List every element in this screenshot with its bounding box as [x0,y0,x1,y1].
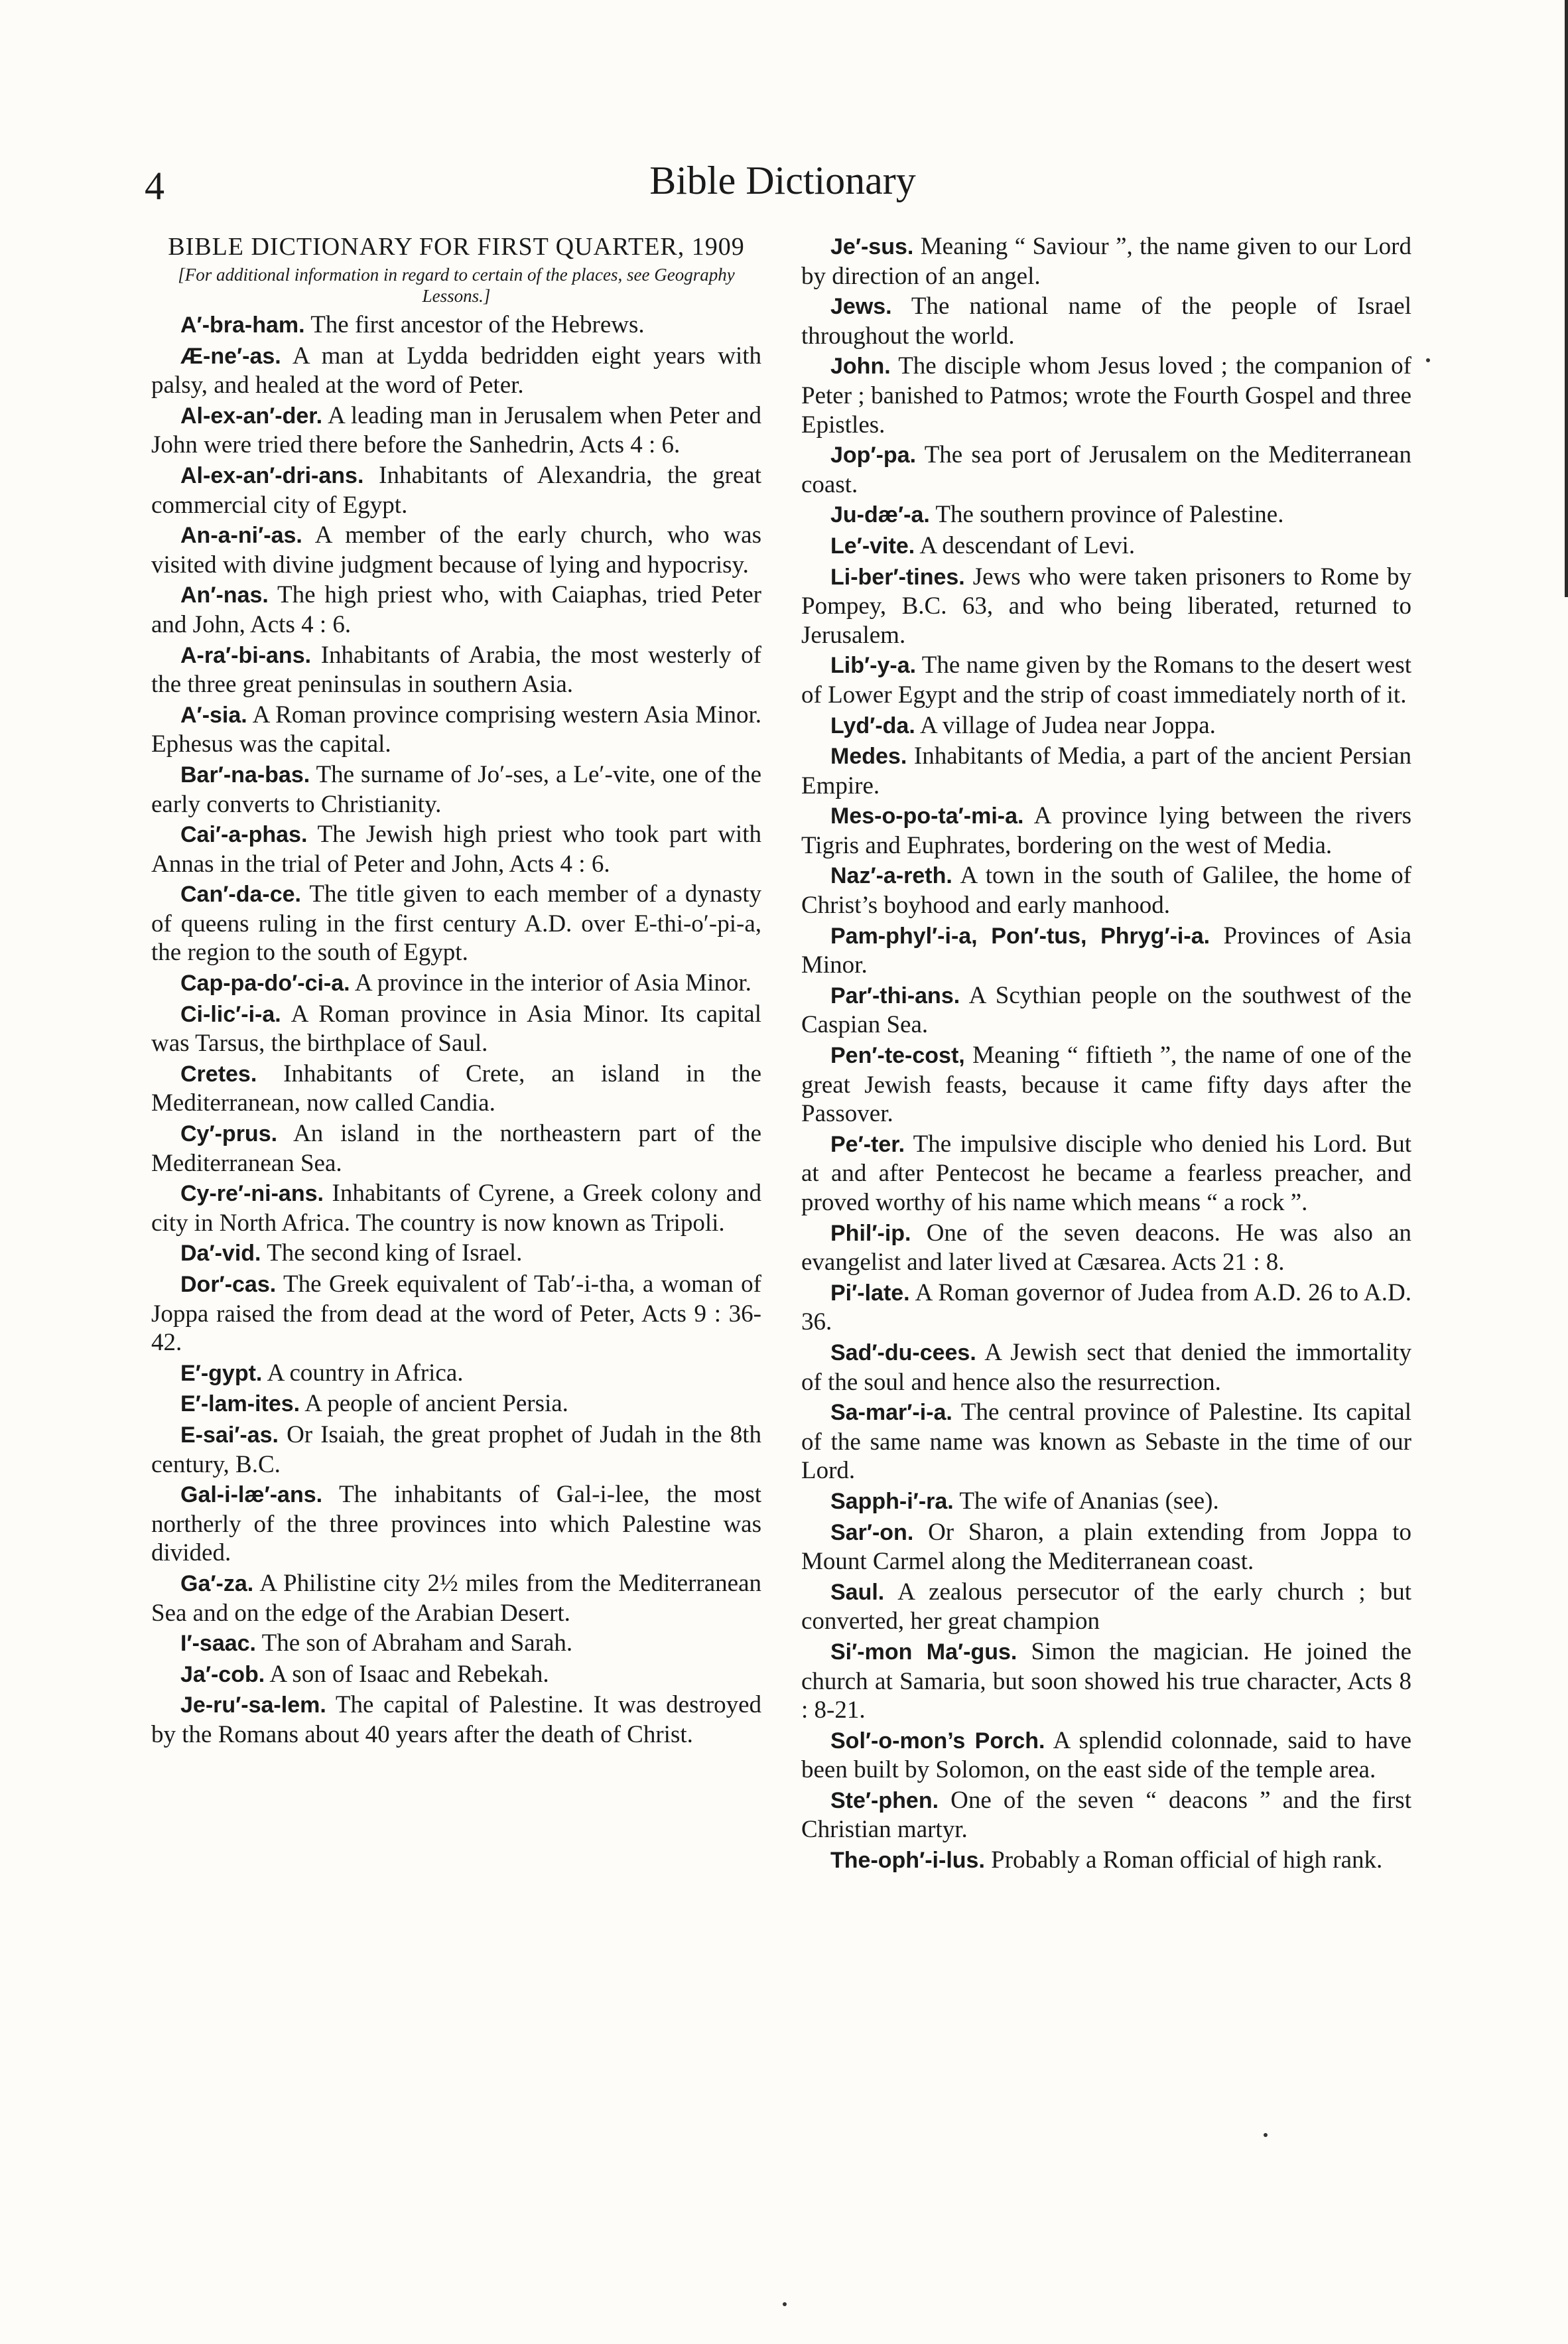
entry-definition: The central province of Palestine. Its capital of the same name was known as Sebaste in the time of our Lord. [801,1399,1411,1485]
entry-definition: A Roman governor of Judea from A.D. 26 to A.D. 36. [801,1278,1411,1336]
entry-definition: The high priest who, with Caiaphas, tried Peter and John, Acts 4 : 6. [151,581,761,638]
dictionary-entry [801,292,1411,350]
entry-definition: The Greek equivalent of Tab′-i-tha, a woman of Joppa raised the from dead at the word of Peter, Acts 9 : 36-42. [151,1271,761,1357]
dictionary-entry [151,1239,761,1269]
entry-definition: A province lying between the rivers Tigris and Euphrates, bordering on the west of Media. [801,802,1411,859]
dictionary-entry [151,1660,761,1690]
section-note: [For additional information in regard to certain of the places, see Geography Lessons.] [178,265,735,306]
entry-definition: Provinces of Asia Minor. [801,922,1411,979]
entry-definition: Simon the magician. He joined the church at Samaria, but soon showed his true character, Acts 8 : 8-21. [801,1637,1411,1724]
entry-definition: Or Sharon, a plain extending from Joppa to Mount Carmel along the Mediterranean coast. [801,1518,1411,1576]
dictionary-entry [801,352,1411,439]
dictionary-entry [801,1219,1411,1277]
entry-term: A′-bra-ham. [180,312,305,338]
entry-term: Ga′-za. [180,1570,254,1596]
entry-definition: Inhabitants of Crete, an island in the Mediterranean, now called Candia. [151,1060,761,1117]
entry-term: Jop′-pa. [830,443,917,468]
dictionary-entry [801,1398,1411,1485]
entry-term: Je′-sus. [830,234,914,259]
dictionary-entry [151,1359,761,1389]
entry-term: Medes. [830,744,907,770]
entry-definition: A son of Isaac and Rebekah. [265,1660,549,1688]
entry-definition: Inhabitants of Alexandria, the great commercial city of Egypt. [151,461,761,519]
dictionary-entry [151,1119,761,1178]
entry-definition: An island in the northeastern part of the Mediterranean Sea. [151,1120,761,1177]
dictionary-entry [151,1420,761,1479]
entry-definition: A man at Lydda bedridden eight years with palsy, and healed at the word of Peter. [151,342,761,399]
print-speck [783,2302,787,2306]
entry-term: Cretes. [180,1061,257,1087]
entry-term: Le′-vite. [830,533,915,559]
dictionary-entry [151,1000,761,1058]
entry-term: Ju-dæ′-a. [830,502,930,528]
entry-term: Cy′-prus. [180,1121,278,1147]
dictionary-entry [801,861,1411,920]
entry-term: Ci-lic′-i-a. [180,1001,281,1027]
dictionary-entry [801,1487,1411,1517]
entry-term: Æ-ne′-as. [180,343,281,369]
entry-definition: Inhabitants of Media, a part of the ancient Persian Empire. [801,742,1411,799]
entry-definition: A leading man in Jerusalem when Peter and John were tried there before the Sanhedrin, Acts 4 : 6. [151,401,761,459]
dictionary-entry [801,441,1411,499]
entry-definition: The second king of Israel. [261,1239,523,1267]
entry-definition: Inhabitants of Cyrene, a Greek colony and city in North Africa. The country is now known as Tripoli. [151,1180,761,1237]
dictionary-entry [151,701,761,759]
running-title: Bible Dictionary [649,159,916,202]
dictionary-entry [151,1690,761,1749]
entry-term: Saul. [830,1579,885,1605]
section-title: BIBLE DICTIONARY FOR FIRST QUARTER, 1909 [168,233,745,261]
dictionary-entry [801,1278,1411,1337]
entry-definition: A people of ancient Persia. [300,1390,568,1418]
dictionary-entry [151,641,761,699]
entry-term: Mes-o-po-ta′-mi-a. [830,803,1024,829]
entry-definition: A country in Africa. [262,1359,464,1387]
entry-definition: A member of the early church, who was visited with divine judgment because of lying and hypocrisy. [151,521,761,579]
dictionary-entry [801,1578,1411,1636]
entry-definition: Or Isaiah, the great prophet of Judah in the 8th century, B.C. [151,1420,761,1478]
entry-term: Ste′-phen. [830,1787,939,1813]
print-speck [1264,2133,1268,2137]
entry-term: Gal-i-læ′-ans. [180,1482,323,1508]
entry-definition: The first ancestor of the Hebrews. [304,311,645,338]
entry-term: I′-saac. [180,1631,257,1657]
entry-term: Jews. [830,294,892,320]
entry-term: Ja′-cob. [180,1661,265,1687]
entry-term: Naz′-a-reth. [830,863,952,889]
entry-term: Cai′-a-phas. [180,822,308,848]
entry-definition: The wife of Ananias (see). [953,1487,1219,1515]
entry-definition: The southern province of Palestine. [929,501,1284,529]
entry-definition: One of the seven “ deacons ” and the first Christian martyr. [801,1786,1411,1844]
dictionary-entry [801,1846,1411,1876]
dictionary-entry [801,742,1411,800]
entry-definition: The capital of Palestine. It was destroyed by the Romans about 40 years after the death of Christ. [151,1691,761,1748]
dictionary-entry [151,969,761,999]
entry-definition: Jews who were taken prisoners to Rome by Pompey, B.C. 63, and who being liberated, returned to Jerusalem. [801,563,1411,649]
dictionary-entry [801,1726,1411,1785]
entry-term: Dor′-cas. [180,1272,277,1297]
entry-definition: A Roman province in Asia Minor. Its capital was Tarsus, the birthplace of Saul. [151,1000,761,1058]
dictionary-entry [801,922,1411,980]
dictionary-entry [801,1786,1411,1844]
dictionary-entry [151,1060,761,1118]
entry-term: Li-ber′-tines. [830,564,965,590]
entry-term: Can′-da-ce. [180,882,301,908]
entry-term: Al-ex-an′-der. [180,403,323,429]
right-column [801,232,1411,1877]
dictionary-entry [151,461,761,519]
entry-definition: A Philistine city 2½ miles from the Mediterranean Sea and on the edge of the Arabian Desert. [151,1569,761,1627]
entry-definition: One of the seven deacons. He was also an evangelist and later lived at Cæsarea. Acts 21 : 8. [801,1219,1411,1276]
page-number: 4 [145,164,164,208]
entry-term: Cy-re′-ni-ans. [180,1181,324,1207]
entry-definition: A zealous persecutor of the early church ; but converted, her great champion [801,1578,1411,1635]
dictionary-entry [151,521,761,579]
dictionary-entry [151,342,761,400]
entry-definition: The national name of the people of Israel throughout the world. [801,293,1411,350]
entry-term: Par′-thi-ans. [830,983,960,1008]
entry-definition: The son of Abraham and Sarah. [256,1629,573,1657]
entry-term: Sol′-o-mon’s Porch. [830,1728,1045,1754]
entry-term: Lyd′-da. [830,713,915,738]
right-entry-list [801,232,1411,1876]
entry-term: The-oph′-i-lus. [830,1848,985,1874]
entry-term: Pam-phyl′-i-a, Pon′-tus, Phryg′-i-a. [830,923,1210,949]
entry-term: E′-gypt. [180,1360,263,1386]
entry-term: Sad′-du-cees. [830,1340,976,1365]
dictionary-entry [801,801,1411,860]
entry-definition: Probably a Roman official of high rank. [984,1846,1383,1874]
print-speck [1426,358,1430,362]
entry-term: Bar′-na-bas. [180,762,310,788]
entry-term: Pe′-ter. [830,1131,905,1157]
entry-term: Cap-pa-do′-ci-a. [180,971,350,997]
entry-term: Al-ex-an′-dri-ans. [180,462,364,488]
dictionary-entry [151,880,761,967]
entry-definition: A Scythian people on the southwest of the Caspian Sea. [801,981,1411,1039]
entry-definition: A Roman province comprising western Asia Minor. Ephesus was the capital. [151,701,761,758]
entry-term: E′-lam-ites. [180,1391,300,1417]
entry-term: Pi′-late. [830,1280,910,1306]
dictionary-entry [151,1179,761,1237]
entry-term: An′-nas. [180,583,269,608]
entry-definition: A province in the interior of Asia Minor. [350,969,751,997]
dictionary-entry [801,232,1411,291]
entry-definition: A Jewish sect that denied the immortality of the soul and hence also the resurrection. [801,1338,1411,1396]
entry-term: John. [830,354,891,379]
entry-term: Lib′-y-a. [830,653,917,679]
left-column [151,232,761,1751]
entry-definition: The surname of Jo′-ses, a Le′-vite, one of the early converts to Christianity. [151,760,761,818]
dictionary-entry [801,981,1411,1040]
entry-term: Phil′-ip. [830,1220,911,1246]
entry-definition: The sea port of Jerusalem on the Mediterranean coast. [801,441,1411,498]
entry-term: Sapph-i′-ra. [830,1488,954,1514]
dictionary-entry [801,1041,1411,1129]
entry-term: A-ra′-bi-ans. [180,642,312,668]
dictionary-entry [151,1629,761,1659]
entry-term: Sar′-on. [830,1519,914,1545]
entry-definition: Inhabitants of Arabia, the most westerly of the three great peninsulas in southern Asia. [151,641,761,699]
entry-term: An-a-ni′-as. [180,523,302,549]
dictionary-entry [151,1270,761,1357]
dictionary-entry [151,820,761,878]
entry-definition: The name given by the Romans to the desert west of Lower Egypt and the strip of coast immediately north of it. [801,652,1411,709]
entry-definition: A descendant of Levi. [915,531,1136,559]
entry-definition: Meaning “ fiftieth ”, the name of one of the great Jewish feasts, because it came fifty days after the Passover. [801,1042,1411,1128]
entry-term: Pen′-te-cost, [830,1043,965,1069]
dictionary-entry [151,310,761,340]
entry-term: Da′-vid. [180,1241,261,1267]
entry-definition: The Jewish high priest who took part with Annas in the trial of Peter and John, Acts 4 : 6. [151,821,761,878]
dictionary-entry [801,651,1411,709]
entry-term: Je-ru′-sa-lem. [180,1692,326,1718]
entry-definition: The title given to each member of a dynasty of queens ruling in the first century A.D. over E-thi-o′-pi-a, the region to the south of Egypt. [151,880,761,967]
dictionary-entry [801,711,1411,741]
entry-term: Sa-mar′-i-a. [830,1400,952,1426]
entry-definition: The disciple whom Jesus loved ; the companion of Peter ; banished to Patmos; wrote the Fourth Gospel and three Epistles. [801,352,1411,439]
entry-definition: A village of Judea near Joppa. [915,711,1216,739]
page-edge-rule [1565,0,1568,597]
entry-definition: A town in the south of Galilee, the home of Christ’s boyhood and early manhood. [801,862,1411,920]
dictionary-entry [801,563,1411,650]
entry-definition: Meaning “ Saviour ”, the name given to our Lord by direction of an angel. [801,233,1411,290]
dictionary-entry [151,1389,761,1419]
left-entry-list [151,310,761,1750]
dictionary-entry [151,401,761,460]
entry-term: E-sai′-as. [180,1422,279,1448]
dictionary-entry [151,581,761,639]
dictionary-entry [151,1569,761,1627]
entry-term: Si′-mon Ma′-gus. [830,1639,1017,1665]
dictionary-entry [801,1130,1411,1217]
dictionary-entry [151,1480,761,1568]
entry-term: A′-sia. [180,702,247,728]
dictionary-entry [801,500,1411,530]
dictionary-entry [151,760,761,819]
dictionary-entry [801,1637,1411,1725]
entry-definition: A splendid colonnade, said to have been built by Solomon, on the east side of the temple area. [801,1726,1411,1784]
dictionary-entry [801,531,1411,561]
entry-definition: The impulsive disciple who denied his Lord. But at and after Pentecost he became a fearless preacher, and proved worthy of his name which means “ a rock ”. [801,1130,1411,1216]
dictionary-entry [801,1338,1411,1397]
entry-definition: The inhabitants of Gal-i-lee, the most northerly of the three provinces into which Palestine was divided. [151,1481,761,1567]
dictionary-entry [801,1518,1411,1576]
